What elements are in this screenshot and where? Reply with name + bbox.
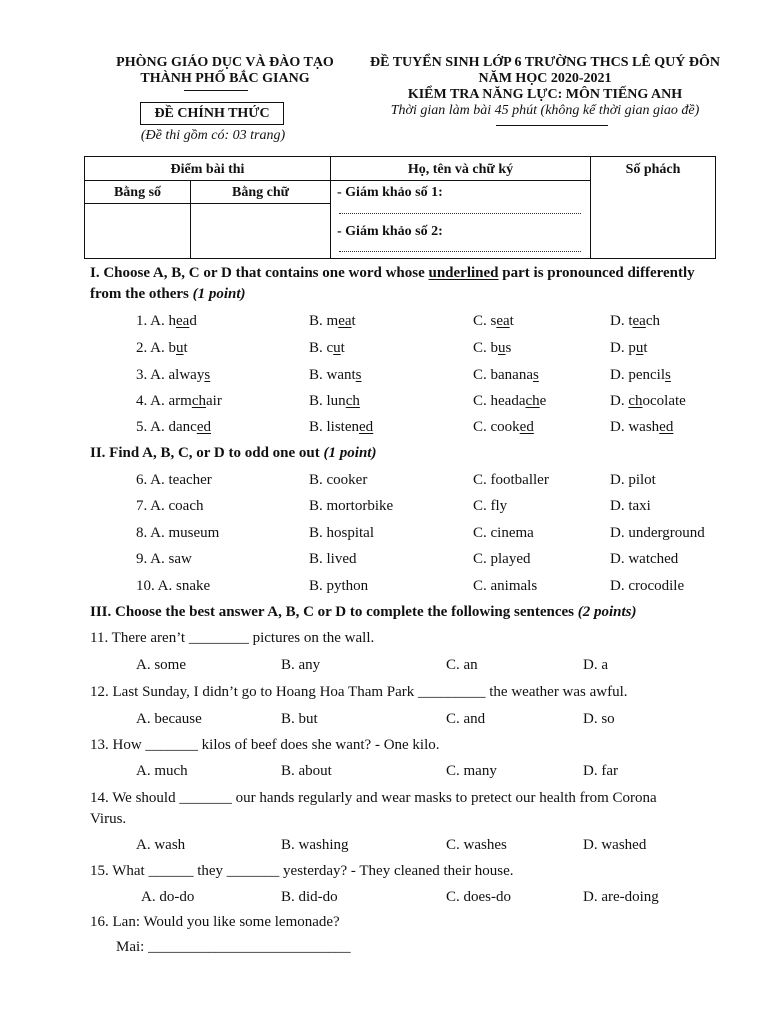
q11-option-b[interactable]: B. any [281,657,321,673]
q15-option-b[interactable]: B. did-do [281,889,338,905]
q1-option-d[interactable] [610,312,660,330]
question-number: 2. A. [136,340,169,356]
underlined-sound: s [204,367,211,383]
q4-option-d[interactable] [610,392,686,410]
underlined-sound: s [664,367,671,383]
word-part: B. want [309,367,356,383]
word-part: alway [168,367,205,383]
q10-option-d[interactable]: D. crocodile [610,578,685,594]
pages-note: (Đề thi gồm có: 03 trang) [140,128,286,143]
word-part: C. heada [473,393,526,409]
q7-option-b[interactable]: B. mortorbike [309,498,394,514]
word-part: D. [610,393,629,409]
header-underline-right [496,125,608,126]
q9-option-c[interactable]: C. played [473,551,531,567]
question-11: 11. There aren’t ________ pictures on the wall. [90,630,375,646]
question-15: 15. What ______ they _______ yesterday? - They cleaned their house. [90,863,514,879]
examiner-2-signature-line [339,251,581,252]
word-part: t [351,313,356,329]
word-part: C. b [473,340,499,356]
question-16-answer-line[interactable]: Mai: ___________________________ [116,939,351,955]
question-number: 4. A. [136,393,169,409]
word-part: B. lun [309,393,346,409]
section-1-text-cont: part is pronounced differently from the others [90,265,695,302]
q1-option-a[interactable] [136,312,197,330]
section-3-text: III. Choose the best answer A, B, C or D to complete the following sentences [90,604,578,620]
question-number: 5. A. [136,419,169,435]
q7-option-c[interactable]: C. fly [473,498,508,514]
q3-option-d[interactable] [610,366,671,384]
underlined-sound: ea [176,313,190,329]
word-part: D. pencil [610,367,665,383]
q1-option-b[interactable] [309,312,356,330]
q3-option-c[interactable] [473,366,539,384]
q3-option-b[interactable] [309,366,362,384]
serial-number-header: Số phách [625,162,681,177]
question-14-continued: Virus. [90,811,127,827]
q15-option-c[interactable]: C. does-do [446,889,511,905]
underlined-sound: s [532,367,539,383]
q1-option-c[interactable] [473,312,514,330]
q7-option-d[interactable]: D. taxi [610,498,651,514]
q6-option-c[interactable]: C. footballer [473,472,549,488]
official-exam-badge: ĐỀ CHÍNH THỨC [140,102,284,125]
q13-option-a[interactable]: A. much [136,763,188,779]
word-part: B. c [309,340,334,356]
section-2-text: II. Find A, B, C, or D to odd one out [90,445,324,461]
q8-option-a[interactable]: 8. A. museum [136,525,220,541]
underlined-sound: ed [519,419,534,435]
underlined-sound: u [176,340,184,356]
header-underline-left [184,90,248,91]
question-12: 12. Last Sunday, I didn’t go to Hoang Hoa Tham Park _________ the weather was awful. [90,684,628,700]
q10-option-c[interactable]: C. animals [473,578,538,594]
word-part: h [168,313,177,329]
underlined-sound: ea [632,313,646,329]
q14-option-a[interactable]: A. wash [136,837,186,853]
department-line-2: THÀNH PHỐ BẮC GIANG [140,71,310,86]
q11-option-a[interactable]: A. some [136,657,186,673]
examiner-2-label: - Giám khảo số 2: [337,224,443,239]
section-1-underlined-word: underlined [428,265,499,281]
department-header [84,55,366,87]
question-16: 16. Lan: Would you like some lemonade? [90,914,340,930]
score-table [84,156,716,259]
department-line-1: PHÒNG GIÁO DỤC VÀ ĐÀO TẠO [116,55,334,70]
underlined-sound: u [498,340,506,356]
section-2-points: (1 point) [323,445,377,461]
question-14: 14. We should _______ our hands regularly and wear masks to pretect our health from Corona [90,790,657,806]
q9-option-d[interactable]: D. watched [610,551,679,567]
q6-option-b[interactable]: B. cooker [309,472,368,488]
word-part: D. wash [610,419,660,435]
section-3-points: (2 points) [577,604,637,620]
exam-subject: KIỂM TRA NĂNG LỰC: MÔN TIẾNG ANH [407,87,683,102]
q15-option-d[interactable]: D. are-doing [583,889,659,905]
word-part: B. m [309,313,339,329]
section-2-heading [90,443,720,464]
underlined-sound: ch [345,393,360,409]
word-part: C. cook [473,419,520,435]
underlined-sound: u [333,340,341,356]
underlined-sound: ch [628,393,643,409]
word-part: B. listen [309,419,360,435]
word-part: air [206,393,222,409]
section-1-points: (1 point) [192,286,246,302]
word-part: t [509,313,514,329]
underlined-sound: ea [496,313,510,329]
q2-option-d[interactable] [610,339,648,357]
q13-option-b[interactable]: B. about [281,763,332,779]
time-note: Thời gian làm bài 45 phút (không kể thời gian giao đề) [390,103,700,118]
q11-option-c[interactable]: C. an [446,657,478,673]
score-header: Điểm bài thi [170,162,245,177]
q12-option-b[interactable]: B. but [281,711,318,727]
word-part: t [643,340,648,356]
q9-option-a[interactable]: 9. A. saw [136,551,192,567]
q14-option-c[interactable]: C. washes [446,837,507,853]
q2-option-b[interactable] [309,339,345,357]
underlined-sound: u [635,340,644,356]
underlined-sound: ea [338,313,352,329]
word-part: t [340,340,345,356]
word-part: arm [168,393,192,409]
q9-option-b[interactable]: B. lived [309,551,357,567]
word-part: D. t [610,313,633,329]
section-1-heading [90,263,720,305]
section-3-heading [90,602,720,623]
q11-option-d[interactable]: D. a [583,657,608,673]
word-part: b [168,340,177,356]
q2-option-a[interactable] [136,339,188,357]
q14-option-b[interactable]: B. washing [281,837,349,853]
q14-option-d[interactable]: D. washed [583,837,647,853]
underlined-sound: ch [525,393,540,409]
q6-option-a[interactable]: 6. A. teacher [136,472,212,488]
q2-option-c[interactable] [473,339,511,357]
q4-option-c[interactable] [473,392,546,410]
score-by-words-label: Bằng chữ [231,185,290,200]
exam-header [362,55,728,119]
q13-option-d[interactable]: D. far [583,763,618,779]
examiner-1-signature-line [339,213,581,214]
q8-option-d[interactable]: D. underground [610,525,705,541]
q5-option-d[interactable] [610,418,673,436]
word-part: s [505,340,512,356]
school-year: NĂM HỌC 2020-2021 [478,71,612,86]
q10-option-b[interactable]: B. python [309,578,369,594]
score-by-number-label: Bằng số [113,185,162,200]
table-divider [85,203,330,204]
question-13: 13. How _______ kilos of beef does she want? - One kilo. [90,737,440,753]
section-1-text: I. Choose A, B, C or D that contains one word whose [90,265,429,281]
underlined-sound: ed [196,419,212,435]
q13-option-c[interactable]: C. many [446,763,497,779]
question-number: 3. A. [136,367,169,383]
examiner-header: Họ, tên và chữ ký [407,162,514,177]
q3-option-a[interactable] [136,366,210,384]
word-part: e [539,393,547,409]
q12-option-c[interactable]: C. and [446,711,486,727]
word-part: ocolate [642,393,686,409]
q6-option-d[interactable]: D. pilot [610,472,656,488]
word-part: ch [645,313,660,329]
q12-option-d[interactable]: D. so [583,711,615,727]
underlined-sound: s [355,367,362,383]
q7-option-a[interactable]: 7. A. coach [136,498,204,514]
underlined-sound: ch [191,393,207,409]
q4-option-b[interactable] [309,392,360,410]
examiner-1-label: - Giám khảo số 1: [337,185,443,200]
q5-option-b[interactable] [309,418,373,436]
word-part: C. s [473,313,497,329]
word-part: D. p [610,340,636,356]
q12-option-a[interactable]: A. because [136,711,202,727]
q5-option-a[interactable] [136,418,211,436]
word-part: t [183,340,188,356]
q4-option-a[interactable] [136,392,222,410]
exam-title: ĐỀ TUYỂN SINH LỚP 6 TRƯỜNG THCS LÊ QUÝ ĐÔN [370,55,720,70]
underlined-sound: ed [359,419,374,435]
word-part: danc [168,419,197,435]
q8-option-c[interactable]: C. cinema [473,525,534,541]
q8-option-b[interactable]: B. hospital [309,525,375,541]
word-part: C. banana [473,367,533,383]
word-part: d [189,313,197,329]
q5-option-c[interactable] [473,418,534,436]
q10-option-a[interactable]: 10. A. snake [136,578,211,594]
q15-option-a[interactable]: A. do-do [141,889,195,905]
underlined-sound: ed [659,419,674,435]
table-divider [85,180,590,181]
question-number: 1. A. [136,313,169,329]
